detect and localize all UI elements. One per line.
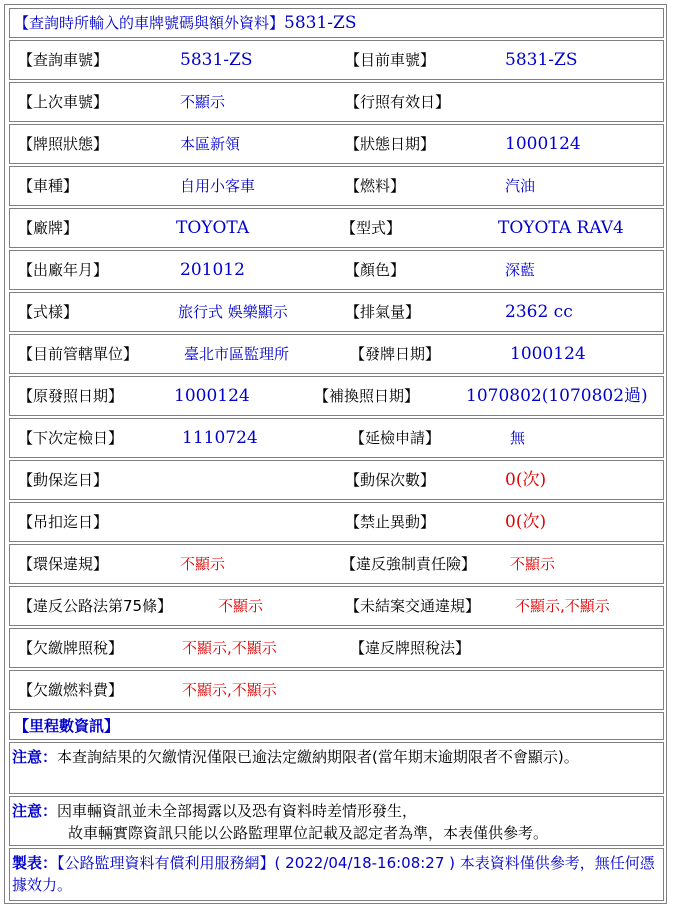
field-value: 不顯示 [218,597,264,615]
field-value: 不顯示,不顯示 [515,597,610,615]
field-value: 0(次) [505,512,547,532]
field-label: 【上次車號】 [18,93,109,111]
table-row [9,208,664,248]
field-value: 5831-ZS [180,50,253,70]
field-value: 1110724 [182,428,258,448]
field-label: 【欠繳牌照稅】 [18,639,124,657]
note-1 [12,746,661,768]
field-value: 臺北市區監理所 [184,345,290,363]
footer-text: ( 2022/04/18-16:08:27 ) 本表資料僅供參考，無任何憑據效力。 [12,854,655,894]
field-label: 【下次定檢日】 [18,429,124,447]
field-label: 【出廠年月】 [18,261,109,279]
table-row [9,124,664,164]
field-label: 【目前管轄單位】 [18,345,139,363]
field-label: 【車種】 [18,177,79,195]
field-label: 【發牌日期】 [350,345,441,363]
field-label: 【式樣】 [18,303,79,321]
field-label: 【原發照日期】 [18,387,124,405]
note-2-label: 注意： [12,802,58,820]
field-value: 1070802(1070802過) [466,386,648,406]
field-label: 【環保違規】 [18,555,109,573]
table-row [9,292,664,332]
title-plate: 5831-ZS [284,13,357,33]
footer-note [12,852,661,896]
note-2-line2: 故車輛實際資訊只能以公路監理單位記載及認定者為準，本表僅供參考。 [68,824,549,842]
field-label: 【燃料】 [345,177,406,195]
field-value: 無 [510,429,526,447]
table-row [9,502,664,542]
table-row [9,166,664,206]
field-value: 自用小客車 [180,177,256,195]
field-value: 汽油 [505,177,536,195]
field-value: 1000124 [174,386,250,406]
field-value: 不顯示 [180,555,226,573]
title-label: 【查詢時所輸入的車牌號碼與額外資料】 [14,14,285,32]
field-label: 【目前車號】 [345,51,436,69]
table-row [9,376,664,416]
table-row [9,460,664,500]
field-value: 0(次) [505,470,547,490]
field-label: 【廠牌】 [18,219,79,237]
title-row [9,8,664,38]
field-value: 201012 [180,260,245,280]
table-row [9,334,664,374]
footer-source: 【公路監理資料有償利用服務網】 [57,854,275,872]
field-value: 不顯示 [180,93,226,111]
field-label: 【吊扣迄日】 [18,513,109,531]
field-label: 【動保次數】 [345,471,436,489]
field-label: 【型式】 [341,219,402,237]
field-label: 【補換照日期】 [314,387,420,405]
field-value: 5831-ZS [505,50,578,70]
table-row [9,250,664,290]
field-value: 深藍 [505,261,536,279]
mileage-row [9,712,664,740]
page-title [14,13,356,33]
field-label: 【禁止異動】 [345,513,436,531]
field-label: 【延檢申請】 [350,429,441,447]
note-2-line1: 因車輛資訊並未全部揭露以及恐有資料時差情形發生， [57,802,418,820]
note-1-text: 本查詢結果的欠繳情況僅限已逾法定繳納期限者(當年期末逾期限者不會顯示)。 [57,748,579,766]
field-value: TOYOTA [176,218,250,238]
footer-row [9,848,664,901]
field-label: 【顏色】 [345,261,406,279]
field-label: 【查詢車號】 [18,51,109,69]
footer-label: 製表： [12,854,58,872]
field-label: 【違反牌照稅法】 [350,639,471,657]
field-label: 【未結案交通違規】 [345,597,481,615]
table-row [9,82,664,122]
field-value: TOYOTA RAV4 [498,218,624,238]
table-row [9,40,664,80]
field-label: 【欠繳燃料費】 [18,681,124,699]
field-label: 【排氣量】 [345,303,421,321]
table-row [9,544,664,584]
note-2 [12,800,661,844]
field-label: 【牌照狀態】 [18,135,109,153]
field-value: 不顯示 [510,555,556,573]
table-row [9,628,664,668]
mileage-label: 【里程數資訊】 [14,717,120,735]
note-1-label: 注意： [12,748,58,766]
field-label: 【違反公路法第75條】 [18,597,173,615]
field-value: 不顯示,不顯示 [182,639,277,657]
table-row [9,670,664,710]
field-value: 旅行式 娛樂顯示 [178,303,288,321]
field-label: 【狀態日期】 [345,135,436,153]
field-label: 【行照有效日】 [345,93,451,111]
note-1-row [9,742,664,794]
field-value: 2362 cc [505,302,573,322]
table-row [9,418,664,458]
field-value: 不顯示,不顯示 [182,681,277,699]
field-value: 1000124 [510,344,586,364]
table-row [9,586,664,626]
field-value: 1000124 [505,134,581,154]
note-2-row [9,796,664,846]
field-label: 【動保迄日】 [18,471,109,489]
field-value: 本區新領 [180,135,241,153]
field-label: 【違反強制責任險】 [341,555,477,573]
